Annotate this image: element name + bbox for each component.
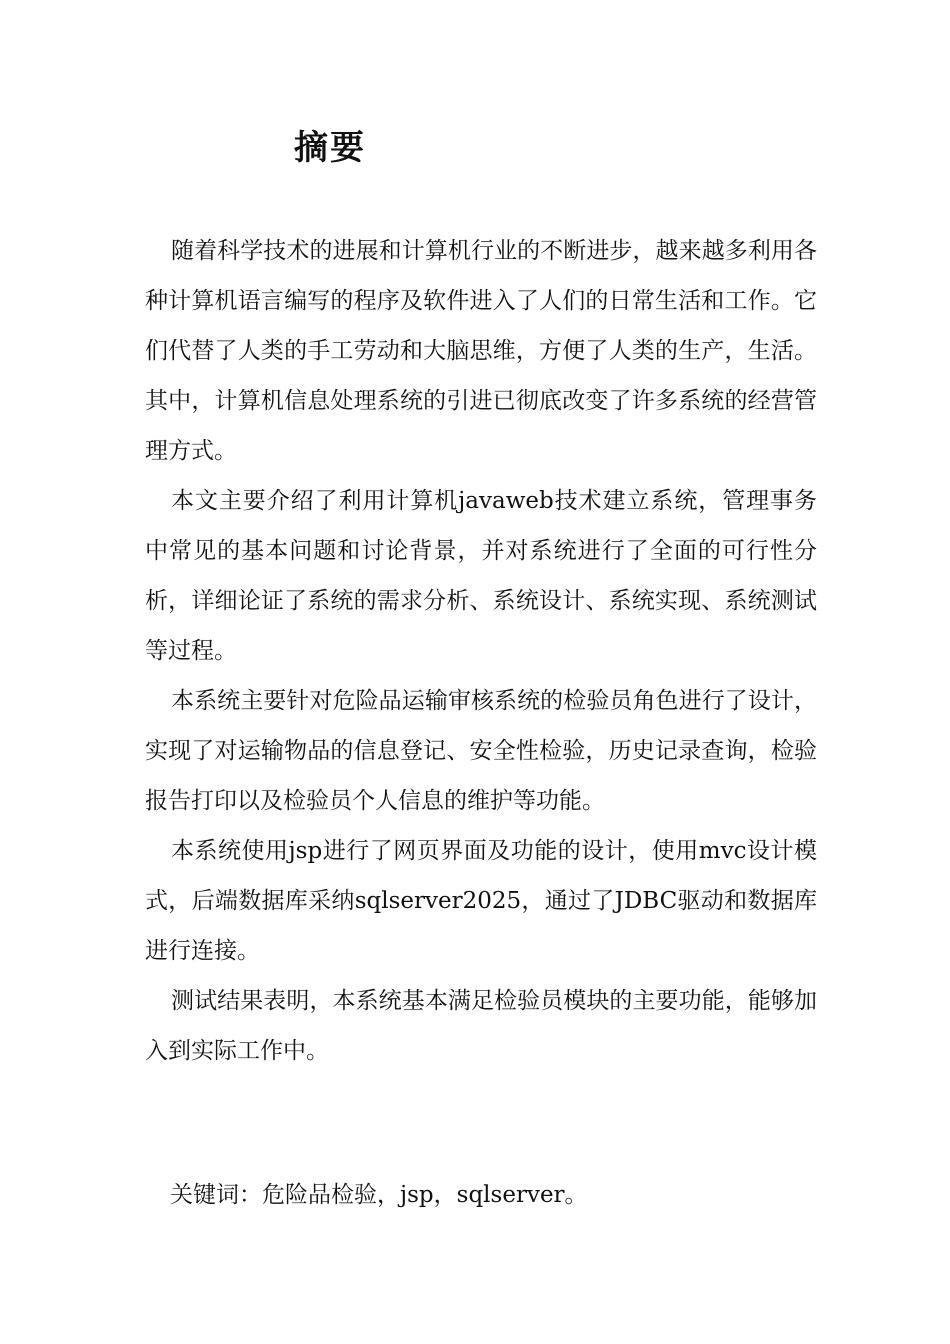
abstract-paragraph-4: 本系统使用jsp进行了网页界面及功能的设计，使用mvc设计模式，后端数据库采纳sqlserver2025，通过了JDBC驱动和数据库进行连接。 xyxy=(145,838,817,964)
abstract-body xyxy=(145,226,817,1076)
abstract-paragraph-5: 测试结果表明，本系统基本满足检验员模块的主要功能，能够加入到实际工作中。 xyxy=(145,988,817,1064)
page-title: 摘要 xyxy=(294,128,366,168)
abstract-paragraph-2: 本文主要介绍了利用计算机javaweb技术建立系统，管理事务中常见的基本问题和讨论背景，并对系统进行了全面的可行性分析，详细论证了系统的需求分析、系统设计、系统实现、系统测试等过程。 xyxy=(145,488,817,664)
abstract-paragraph-1: 随着科学技术的进展和计算机行业的不断进步，越来越多利用各种计算机语言编写的程序及软件进入了人们的日常生活和工作。它们代替了人类的手工劳动和大脑思维，方便了人类的生产，生活。其中，计算机信息处理系统的引进已彻底改变了许多系统的经营管理方式。 xyxy=(145,238,817,464)
keywords-line: 关键词：危险品检验，jsp，sqlserver。 xyxy=(170,1182,588,1208)
abstract-paragraph-3: 本系统主要针对危险品运输审核系统的检验员角色进行了设计，实现了对运输物品的信息登记、安全性检验，历史记录查询，检验报告打印以及检验员个人信息的维护等功能。 xyxy=(145,688,817,814)
